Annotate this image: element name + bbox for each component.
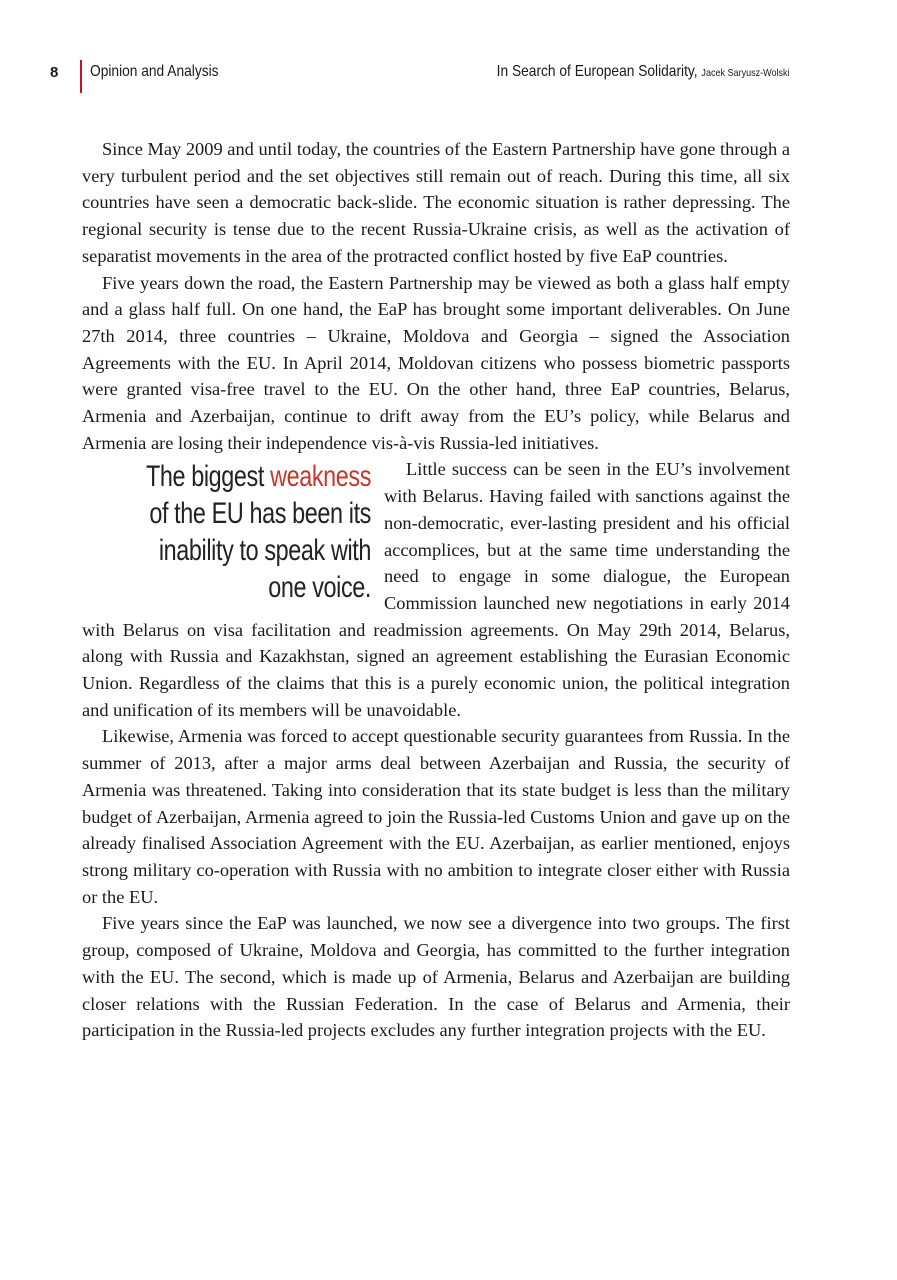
pull-quote-highlight: weakness <box>270 460 371 494</box>
pull-quote-rest: of the EU has been its inability to speak with one voice. <box>149 497 371 605</box>
paragraph-1: Since May 2009 and until today, the countries of the Eastern Partnership have gone through a very turbulent period and the set objectives still remain out of reach. During this time, all six countries have seen a democratic back-slide. The economic situation is rather depressing. The regional security is tense due to the recent Russia-Ukraine crisis, as well as the activation of separatist movements in the area of the protracted conflict hosted by five EaP countries. <box>82 139 790 266</box>
pull-quote-lead: The biggest <box>145 460 271 494</box>
paragraph-4: Likewise, Armenia was forced to accept questionable security guarantees from Russia. In the summer of 2013, after a major arms deal between Azerbaijan and Russia, the security of Armenia was threatened. Taking into consideration that its state budget is less than the military budget of Azerbaijan, Armenia agreed to join the Russia-led Customs Union and gave up on the already finalised Association Agreement with the EU. Azerbaijan, as earlier mentioned, enjoys strong military co-operation with Russia with no ambition to integrate closer either with Russia or the EU. <box>82 726 790 907</box>
paragraph-5: Five years since the EaP was launched, we now see a divergence into two groups. The first group, composed of Ukraine, Moldova and Georgia, has committed to the further integration with the EU. The second, which is made up of Armenia, Belarus and Azerbaijan are building closer relations with the Russian Federation. In the case of Belarus and Armenia, their participation in the Russia-led projects excludes any further integration projects with the EU. <box>82 913 790 1041</box>
pull-quote <box>143 458 371 606</box>
paragraph-3: Little success can be seen in the EU’s involvement with Belarus. Having failed with sanctions against the non-democratic, ever-lasting president and his official accomplices, but at the same time understanding the need to engage in some dialogue, the European Commission launched new negotiations in early 2014 with Belarus on visa facilitation and readmission agreements. On May 29th 2014, Belarus, along with Russia and Kazakhstan, signed an agreement establishing the Eurasian Economic Union. Regardless of the claims that this is a purely economic union, the political integration and unification of its members will be unavoidable. <box>82 459 790 720</box>
page-header <box>0 60 897 90</box>
header-divider <box>80 60 82 93</box>
paragraph-2: Five years down the road, the Eastern Partnership may be viewed as both a glass half empty and a glass half full. On one hand, the EaP has brought some important deliverables. On June 27th 2014, three countries – Ukraine, Moldova and Georgia – signed the Association Agreements with the EU. In April 2014, Moldovan citizens who possess biometric passports were granted visa-free travel to the EU. On the other hand, three EaP countries, Belarus, Armenia and Azerbaijan, continue to drift away from the EU’s policy, while Belarus and Armenia are losing their independence vis-à-vis Russia-led initiatives. <box>82 272 790 453</box>
article-body <box>82 136 790 1044</box>
running-title <box>497 63 790 81</box>
page-number: 8 <box>50 64 59 81</box>
section-title: Opinion and Analysis <box>90 63 219 80</box>
article-title: In Search of European Solidarity, <box>497 63 699 80</box>
article-author: Jacek Saryusz-Wolski <box>701 67 790 79</box>
